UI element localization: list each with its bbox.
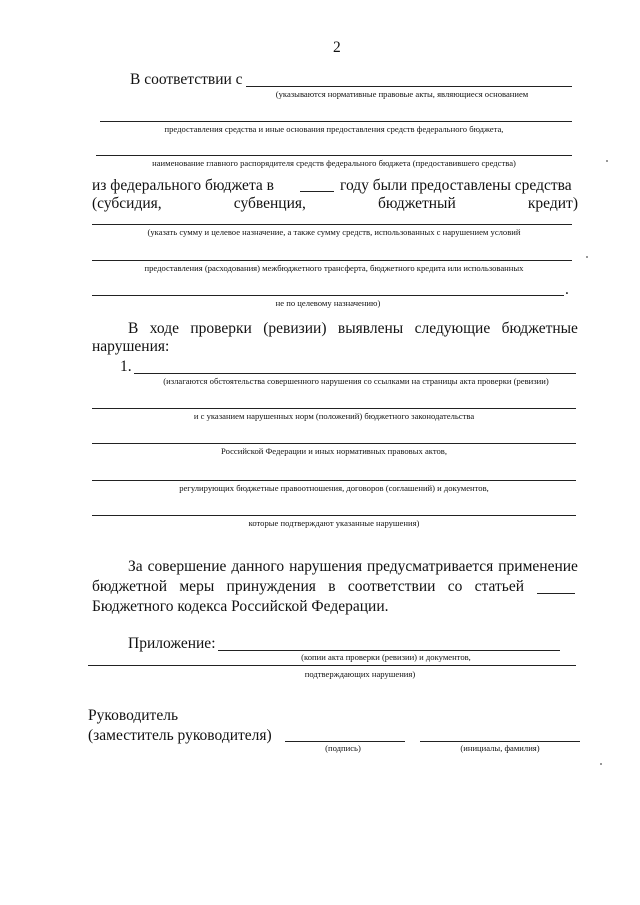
- budget-fill-line-3: [92, 295, 564, 296]
- scan-speck: [606, 160, 608, 162]
- intro-caption-3: наименование главного распорядителя средств федерального бюджета (предоставившего средства): [152, 158, 516, 168]
- penalty-line-2: [92, 577, 524, 596]
- penalty-word: статьей: [474, 578, 524, 595]
- audit-word: В: [128, 320, 139, 337]
- budget-word: субвенция,: [233, 195, 306, 212]
- budget-fill-line-2: [92, 260, 572, 261]
- audit-word: (ревизии): [263, 320, 327, 337]
- penalty-word: принуждения: [226, 578, 316, 595]
- signature-caption: (подпись): [325, 743, 361, 753]
- intro-fill-line-1: [246, 86, 572, 87]
- budget-caption-1: (указать сумму и целевое назначение, а также сумму средств, использованных с нарушением условий: [147, 227, 521, 237]
- penalty-line-3: Бюджетного кодекса Российской Федерации.: [92, 598, 389, 615]
- budget-word: бюджетный: [378, 195, 456, 212]
- budget-fill-line-1: [92, 224, 572, 225]
- audit-caption-2: и с указанием нарушенных норм (положений) бюджетного законодательства: [193, 411, 475, 421]
- audit-line-2: нарушения:: [92, 338, 170, 355]
- intro-caption-1: (указываются нормативные правовые акты, являющиеся основанием: [275, 89, 529, 99]
- audit-fill-line-2: [92, 408, 576, 409]
- penalty-article-blank: [537, 593, 575, 594]
- penalty-word: нарушения: [289, 558, 363, 575]
- penalty-word: со: [447, 578, 463, 595]
- attachment-fill-line-2: [88, 665, 576, 666]
- penalty-word: данного: [231, 558, 285, 575]
- penalty-word: в: [328, 578, 336, 595]
- penalty-word: предусматривается: [367, 558, 494, 575]
- budget-line-1-part-1: из федерального бюджета в: [92, 177, 274, 194]
- penalty-word: применение: [498, 558, 578, 575]
- attachment-caption-2: подтверждающих нарушения): [304, 669, 416, 679]
- penalty-word: бюджетной: [92, 578, 168, 595]
- initials-line: [420, 741, 580, 742]
- budget-line-2: [92, 194, 578, 213]
- penalty-word: меры: [179, 578, 215, 595]
- audit-caption-3: Российской Федерации и иных нормативных правовых актов,: [221, 446, 447, 456]
- intro-fill-line-3: [96, 155, 572, 156]
- scan-speck: [600, 763, 602, 765]
- audit-caption-4: регулирующих бюджетные правоотношения, договоров (соглашений) и документов,: [179, 483, 489, 493]
- budget-year-blank: [300, 191, 334, 192]
- audit-word: выявлены: [337, 320, 404, 337]
- audit-word: ходе: [149, 320, 179, 337]
- signature-title-line-2: (заместитель руководителя): [88, 727, 272, 744]
- audit-fill-line-5: [92, 515, 576, 516]
- audit-fill-line-1: [134, 373, 576, 374]
- signature-line: [285, 741, 405, 742]
- audit-caption-1: (излагаются обстоятельства совершенного нарушения со ссылками на страницы акта проверки (ревизии): [163, 376, 549, 386]
- attachment-fill-line-1: [218, 650, 560, 651]
- intro-prefix: В соответствии с: [130, 71, 243, 88]
- penalty-line-1: [128, 557, 578, 576]
- intro-caption-2: предоставления средства и иные основания предоставления средств федерального бюджета,: [164, 124, 504, 134]
- scan-speck: [586, 256, 588, 258]
- initials-caption: (инициалы, фамилия): [460, 743, 540, 753]
- audit-caption-5: которые подтверждают указанные нарушения): [248, 518, 420, 528]
- budget-caption-2: предоставления (расходования) межбюджетного трансферта, бюджетного кредита или использованных: [144, 263, 524, 273]
- audit-item-number: 1.: [120, 358, 132, 375]
- audit-line-1: [128, 319, 578, 338]
- penalty-word: соответствии: [347, 578, 436, 595]
- budget-word: кредит): [527, 195, 578, 212]
- audit-word: следующие: [414, 320, 491, 337]
- audit-fill-line-3: [92, 443, 576, 444]
- attachment-caption-1: (копии акта проверки (ревизии) и документов,: [301, 652, 471, 662]
- intro-fill-line-2: [100, 121, 572, 122]
- audit-word: проверки: [190, 320, 252, 337]
- signature-title-line-1: Руководитель: [88, 707, 179, 724]
- penalty-word: За: [128, 558, 143, 575]
- budget-line-1-part-2: году были предоставлены средства: [340, 177, 572, 194]
- budget-line-end: .: [565, 281, 569, 298]
- page-number: 2: [333, 39, 341, 56]
- attachment-label: Приложение:: [128, 635, 216, 652]
- audit-word: бюджетные: [501, 320, 578, 337]
- budget-word: (субсидия,: [92, 195, 162, 212]
- audit-fill-line-4: [92, 480, 576, 481]
- penalty-word: совершение: [147, 558, 227, 575]
- budget-caption-3: не по целевому назначению): [275, 298, 381, 308]
